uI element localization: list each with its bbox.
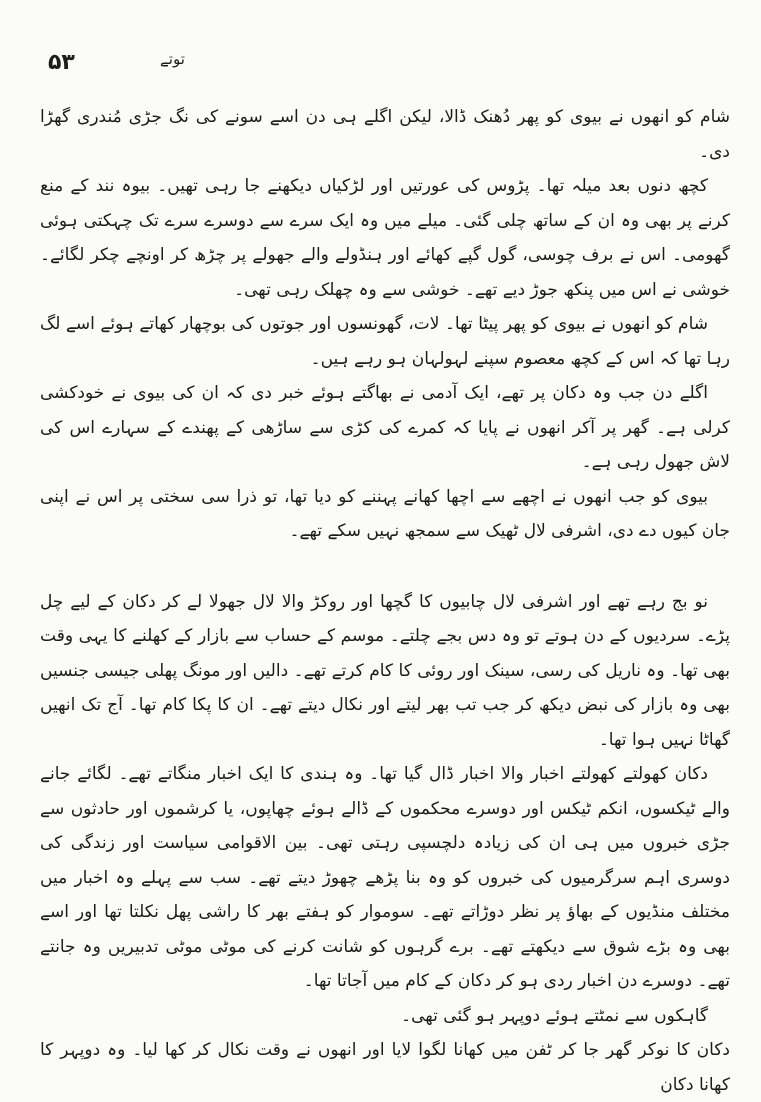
page-body bbox=[40, 100, 730, 1102]
section-break bbox=[40, 549, 730, 585]
paragraph: کچھ دنوں بعد میلہ تھا۔ پڑوس کی عورتیں اور لڑکیاں دیکھنے جا رہی تھیں۔ بیوہ نند کے منع کرنے پر بھی وہ ان کے ساتھ چلی گئی۔ میلے میں وہ ایک سرے سے دوسرے سرے تک چہکتی ہوئی گھومی۔ اس نے برف چوسی، گول گپے کھائے اور ہنڈولے والے جھولے پر چڑھ کر اونچے چکر لگائے۔ خوشی نے اس میں پنکھ جوڑ دیے تھے۔ خوشی سے وہ چھلک رہی تھی۔ bbox=[40, 176, 730, 300]
page-header bbox=[40, 44, 730, 84]
paragraph: گاہکوں سے نمٹتے ہوئے دوپہر ہو گئی تھی۔ bbox=[401, 1005, 708, 1026]
paragraph: اگلے دن جب وہ دکان پر تھے، ایک آدمی نے بھاگتے ہوئے خبر دی کہ ان کی بیوی نے خودکشی کرلی ہے۔ گھر پر آکر انھوں نے پایا کہ کمرے کی کڑی سے ساڑھی کے پھندے کے سہارے اس کی لاش جھول رہی ہے۔ bbox=[40, 383, 730, 472]
paragraph: دکان کا نوکر گھر جا کر ٹفن میں کھانا لگوا لایا اور انھوں نے وقت نکال کر کھا لیا۔ وہ دوپہر کا کھانا دکان bbox=[40, 1040, 730, 1095]
paragraph: نو بج رہے تھے اور اشرفی لال چابیوں کا گچھا اور روکڑ والا لال جھولا لے کر دکان کے لیے چل پڑے۔ سردیوں کے دن ہوتے تو وہ دس بجے چلتے۔ موسم کے حساب سے بازار کے کھلنے کا یہی وقت بھی تھا۔ وہ ناریل کی رسی، سینک اور روئی کا کام کرتے تھے۔ دالیں اور مونگ پھلی جیسی جنسیں بھی وہ بازار کی نبض دیکھ کر جب تب بھر لیتے اور نکال دیتے تھے۔ ان کا پکا کام تھا۔ آج تک انھیں گھاٹا نہیں ہوا تھا۔ bbox=[40, 591, 730, 750]
paragraph: شام کو انھوں نے بیوی کو پھر پیٹا تھا۔ لات، گھونسوں اور جوتوں کی بوچھار کھاتے ہوئے اسے لگ رہا تھا کہ اس کے کچھ معصوم سپنے لہولہان ہو رہے ہیں۔ bbox=[40, 314, 730, 369]
paragraph: بیوی کو جب انھوں نے اچھے سے اچھا کھانے پہننے کو دیا تھا، تو ذرا سی سختی پر اس نے اپنی جان کیوں دے دی، اشرفی لال ٹھیک سے سمجھ نہیں سکے تھے۔ bbox=[40, 486, 730, 541]
paragraph: دکان کھولتے کھولتے اخبار والا اخبار ڈال گیا تھا۔ وہ ہندی کا ایک اخبار منگاتے تھے۔ لگائے جانے والے ٹیکسوں، انکم ٹیکس اور دوسرے محکموں کے ڈالے ہوئے چھاپوں، یا کرشموں اور حادثوں سے جڑی خبروں میں ہی ان کی زیادہ دلچسپی رہتی تھی۔ بین الاقوامی سیاست اور زندگی کی دوسری اہم سرگرمیوں کی خبروں کو وہ بنا پڑھے چھوڑ دیتے تھے۔ سب سے پہلے وہ اخبار میں مختلف منڈیوں کے بھاؤ پر نظر دوڑاتے تھے۔ سوموار کو ہفتے بھر کا راشی پھل نکلتا تھا اور اسے بھی وہ بڑے شوق سے دیکھتے تھے۔ برے گرہوں کو شانت کرنے کی موٹی موٹی تدبیریں وہ جانتے تھے۔ دوسرے دن اخبار ردی ہو کر دکان کے کام میں آجاتا تھا۔ bbox=[40, 764, 730, 991]
page-number: ۵۳ bbox=[48, 50, 75, 75]
running-title: توتے bbox=[160, 50, 185, 68]
paragraph: شام کو انھوں نے بیوی کو پھر دُھنک ڈالا، لیکن اگلے ہی دن اسے سونے کی نگ جڑی مُندری گھڑا دی۔ bbox=[40, 107, 730, 162]
